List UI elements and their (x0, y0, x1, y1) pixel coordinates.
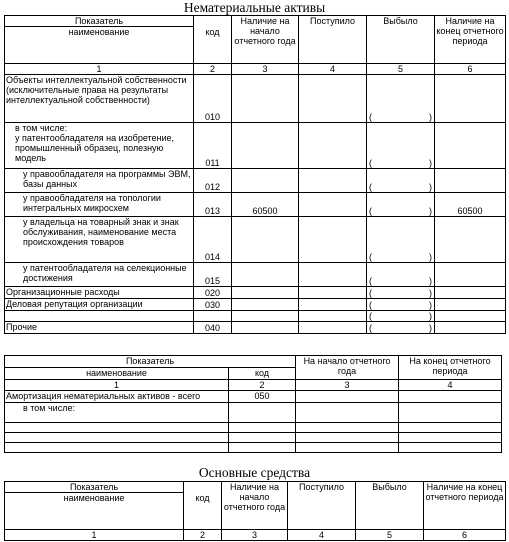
paren-open: ( (369, 112, 372, 122)
header-name-label: наименование (63, 493, 125, 503)
col-number: 6 (424, 530, 506, 541)
row-name: у владельца на товарный знак и знак обслуживания, наименование места происхождения товаров (5, 217, 194, 263)
header-name-label: наименование (68, 27, 130, 37)
row-received-value (299, 322, 367, 334)
table-row (5, 287, 506, 299)
paren-close: ) (429, 252, 432, 262)
row-start-value: 60500 (232, 193, 299, 217)
row-end-value: 60500 (435, 193, 506, 217)
row-code: 010 (194, 75, 232, 123)
paren-close: ) (429, 288, 432, 298)
row-start-value (232, 217, 299, 263)
row-name: Объекты интеллектуальной собственности (исключительные права на результаты интеллектуальной собственности) (5, 75, 194, 123)
header-indicator: Показатель (5, 356, 296, 368)
table-row (5, 443, 502, 453)
paren-open: ( (369, 158, 372, 168)
row-name: Амортизация нематериальных активов - всего (5, 391, 229, 403)
row-start-value (232, 75, 299, 123)
row-disposed-value (367, 75, 435, 123)
col-number: 3 (232, 64, 299, 75)
row-end-value (435, 263, 506, 287)
row-end-value (399, 433, 502, 443)
row-start-value (232, 263, 299, 287)
col-number: 1 (5, 380, 229, 391)
paren-close: ) (429, 276, 432, 286)
paren-close: ) (429, 323, 432, 333)
row-end-value (399, 391, 502, 403)
row-name (5, 311, 194, 322)
row-end-value (435, 217, 506, 263)
row-received-value (299, 193, 367, 217)
table-row (5, 423, 502, 433)
col-number: 1 (5, 64, 194, 75)
row-end-value (399, 403, 502, 423)
table-row (5, 169, 506, 193)
row-end-value (435, 299, 506, 311)
paren-open: ( (369, 276, 372, 286)
col-number: 2 (184, 530, 222, 541)
amortization-table (4, 355, 502, 453)
paren-open: ( (369, 288, 372, 298)
header-indicator (5, 16, 194, 64)
header-code: код (194, 16, 232, 64)
paren-close: ) (429, 300, 432, 310)
row-disposed-value (367, 287, 435, 299)
row-received-value (299, 287, 367, 299)
header-end: Наличие на конец отчетного периода (424, 482, 506, 530)
header-end: На конец отчетного периода (399, 356, 502, 380)
row-name: у патентообладателя на селекционные достижения (5, 263, 194, 287)
col-number: 2 (229, 380, 296, 391)
paren-close: ) (429, 112, 432, 122)
row-disposed-value (367, 123, 435, 169)
paren-close: ) (429, 182, 432, 192)
header-indicator (5, 482, 184, 530)
header-name: наименование (5, 368, 229, 380)
row-start-value (296, 403, 399, 423)
row-end-value (435, 169, 506, 193)
row-disposed-value (367, 169, 435, 193)
paren-open: ( (369, 206, 372, 216)
col-number: 3 (296, 380, 399, 391)
col-number: 4 (288, 530, 356, 541)
header-disposed: Выбыло (367, 16, 435, 64)
row-received-value (299, 263, 367, 287)
row-disposed-value (367, 263, 435, 287)
col-number: 1 (5, 530, 184, 541)
paren-open: ( (369, 182, 372, 192)
header-indicator-label: Показатель (5, 482, 183, 493)
row-disposed-value (367, 299, 435, 311)
table-row (5, 75, 506, 123)
row-disposed-value (367, 311, 435, 322)
row-code: 012 (194, 169, 232, 193)
row-code: 014 (194, 217, 232, 263)
row-end-value (399, 423, 502, 433)
header-received: Поступило (288, 482, 356, 530)
row-start-value (296, 443, 399, 453)
header-disposed: Выбыло (356, 482, 424, 530)
row-code: 040 (194, 322, 232, 334)
row-start-value (232, 123, 299, 169)
table-row (5, 263, 506, 287)
header-received: Поступило (299, 16, 367, 64)
row-code (194, 311, 232, 322)
row-start-value (296, 423, 399, 433)
col-number: 5 (356, 530, 424, 541)
header-end: Наличие на конец отчетного периода (435, 16, 506, 64)
row-received-value (299, 169, 367, 193)
row-name: у правообладателя на программы ЭВМ, базы данных (5, 169, 194, 193)
column-numbers-row (5, 530, 506, 541)
row-end-value (399, 443, 502, 453)
row-name (5, 423, 229, 433)
row-code: 013 (194, 193, 232, 217)
table-row (5, 217, 506, 263)
row-disposed-value (367, 217, 435, 263)
column-numbers-row (5, 380, 502, 391)
row-name: в том числе: у патентообладателя на изобретение, промышленный образец, полезную модель (5, 123, 194, 169)
paren-open: ( (369, 300, 372, 310)
row-code: 020 (194, 287, 232, 299)
table-row (5, 299, 506, 311)
row-name: в том числе: (5, 403, 229, 423)
row-start-value (232, 169, 299, 193)
row-end-value (435, 123, 506, 169)
row-name (5, 443, 229, 453)
row-code: 030 (194, 299, 232, 311)
paren-open: ( (369, 323, 372, 333)
row-end-value (435, 287, 506, 299)
intangible-assets-table (4, 15, 506, 334)
table-row (5, 391, 502, 403)
header-indicator-label: Показатель (5, 16, 193, 27)
table-row (5, 123, 506, 169)
col-number: 4 (399, 380, 502, 391)
table-row (5, 403, 502, 423)
row-code (229, 423, 296, 433)
header-code: код (229, 368, 296, 380)
row-received-value (299, 123, 367, 169)
row-end-value (435, 311, 506, 322)
row-code: 011 (194, 123, 232, 169)
row-start-value (232, 287, 299, 299)
row-received-value (299, 75, 367, 123)
col-number: 2 (194, 64, 232, 75)
table-row (5, 311, 506, 322)
row-code (229, 403, 296, 423)
table-row (5, 193, 506, 217)
paren-close: ) (429, 158, 432, 168)
row-start-value (296, 433, 399, 443)
row-disposed-value (367, 193, 435, 217)
row-received-value (299, 299, 367, 311)
col-number: 4 (299, 64, 367, 75)
row-end-value (435, 322, 506, 334)
col-number: 3 (222, 530, 288, 541)
table-row (5, 322, 506, 334)
row-name: у правообладателя на топологии интегральных микросхем (5, 193, 194, 217)
header-start: Наличие на начало отчетного года (222, 482, 288, 530)
row-received-value (299, 311, 367, 322)
section-title-fixed-assets: Основные средства (198, 465, 311, 480)
row-name: Прочие (5, 322, 194, 334)
row-name (5, 433, 229, 443)
header-start: Наличие на начало отчетного года (232, 16, 299, 64)
row-name: Деловая репутация организации (5, 299, 194, 311)
row-received-value (299, 217, 367, 263)
row-start-value (232, 299, 299, 311)
row-code: 015 (194, 263, 232, 287)
column-numbers-row (5, 64, 506, 75)
paren-close: ) (429, 311, 432, 321)
row-end-value (435, 75, 506, 123)
row-code (229, 443, 296, 453)
section-title-intangible-assets: Нематериальные активы (183, 0, 326, 15)
row-start-value (232, 322, 299, 334)
table-row (5, 433, 502, 443)
header-start: На начало отчетного года (296, 356, 399, 380)
row-code (229, 433, 296, 443)
row-start-value (232, 311, 299, 322)
row-code: 050 (229, 391, 296, 403)
row-start-value (296, 391, 399, 403)
col-number: 5 (367, 64, 435, 75)
paren-open: ( (369, 252, 372, 262)
paren-close: ) (429, 206, 432, 216)
header-code: код (184, 482, 222, 530)
row-name: Организационные расходы (5, 287, 194, 299)
col-number: 6 (435, 64, 506, 75)
fixed-assets-table (4, 481, 506, 541)
row-disposed-value (367, 322, 435, 334)
paren-open: ( (369, 311, 372, 321)
